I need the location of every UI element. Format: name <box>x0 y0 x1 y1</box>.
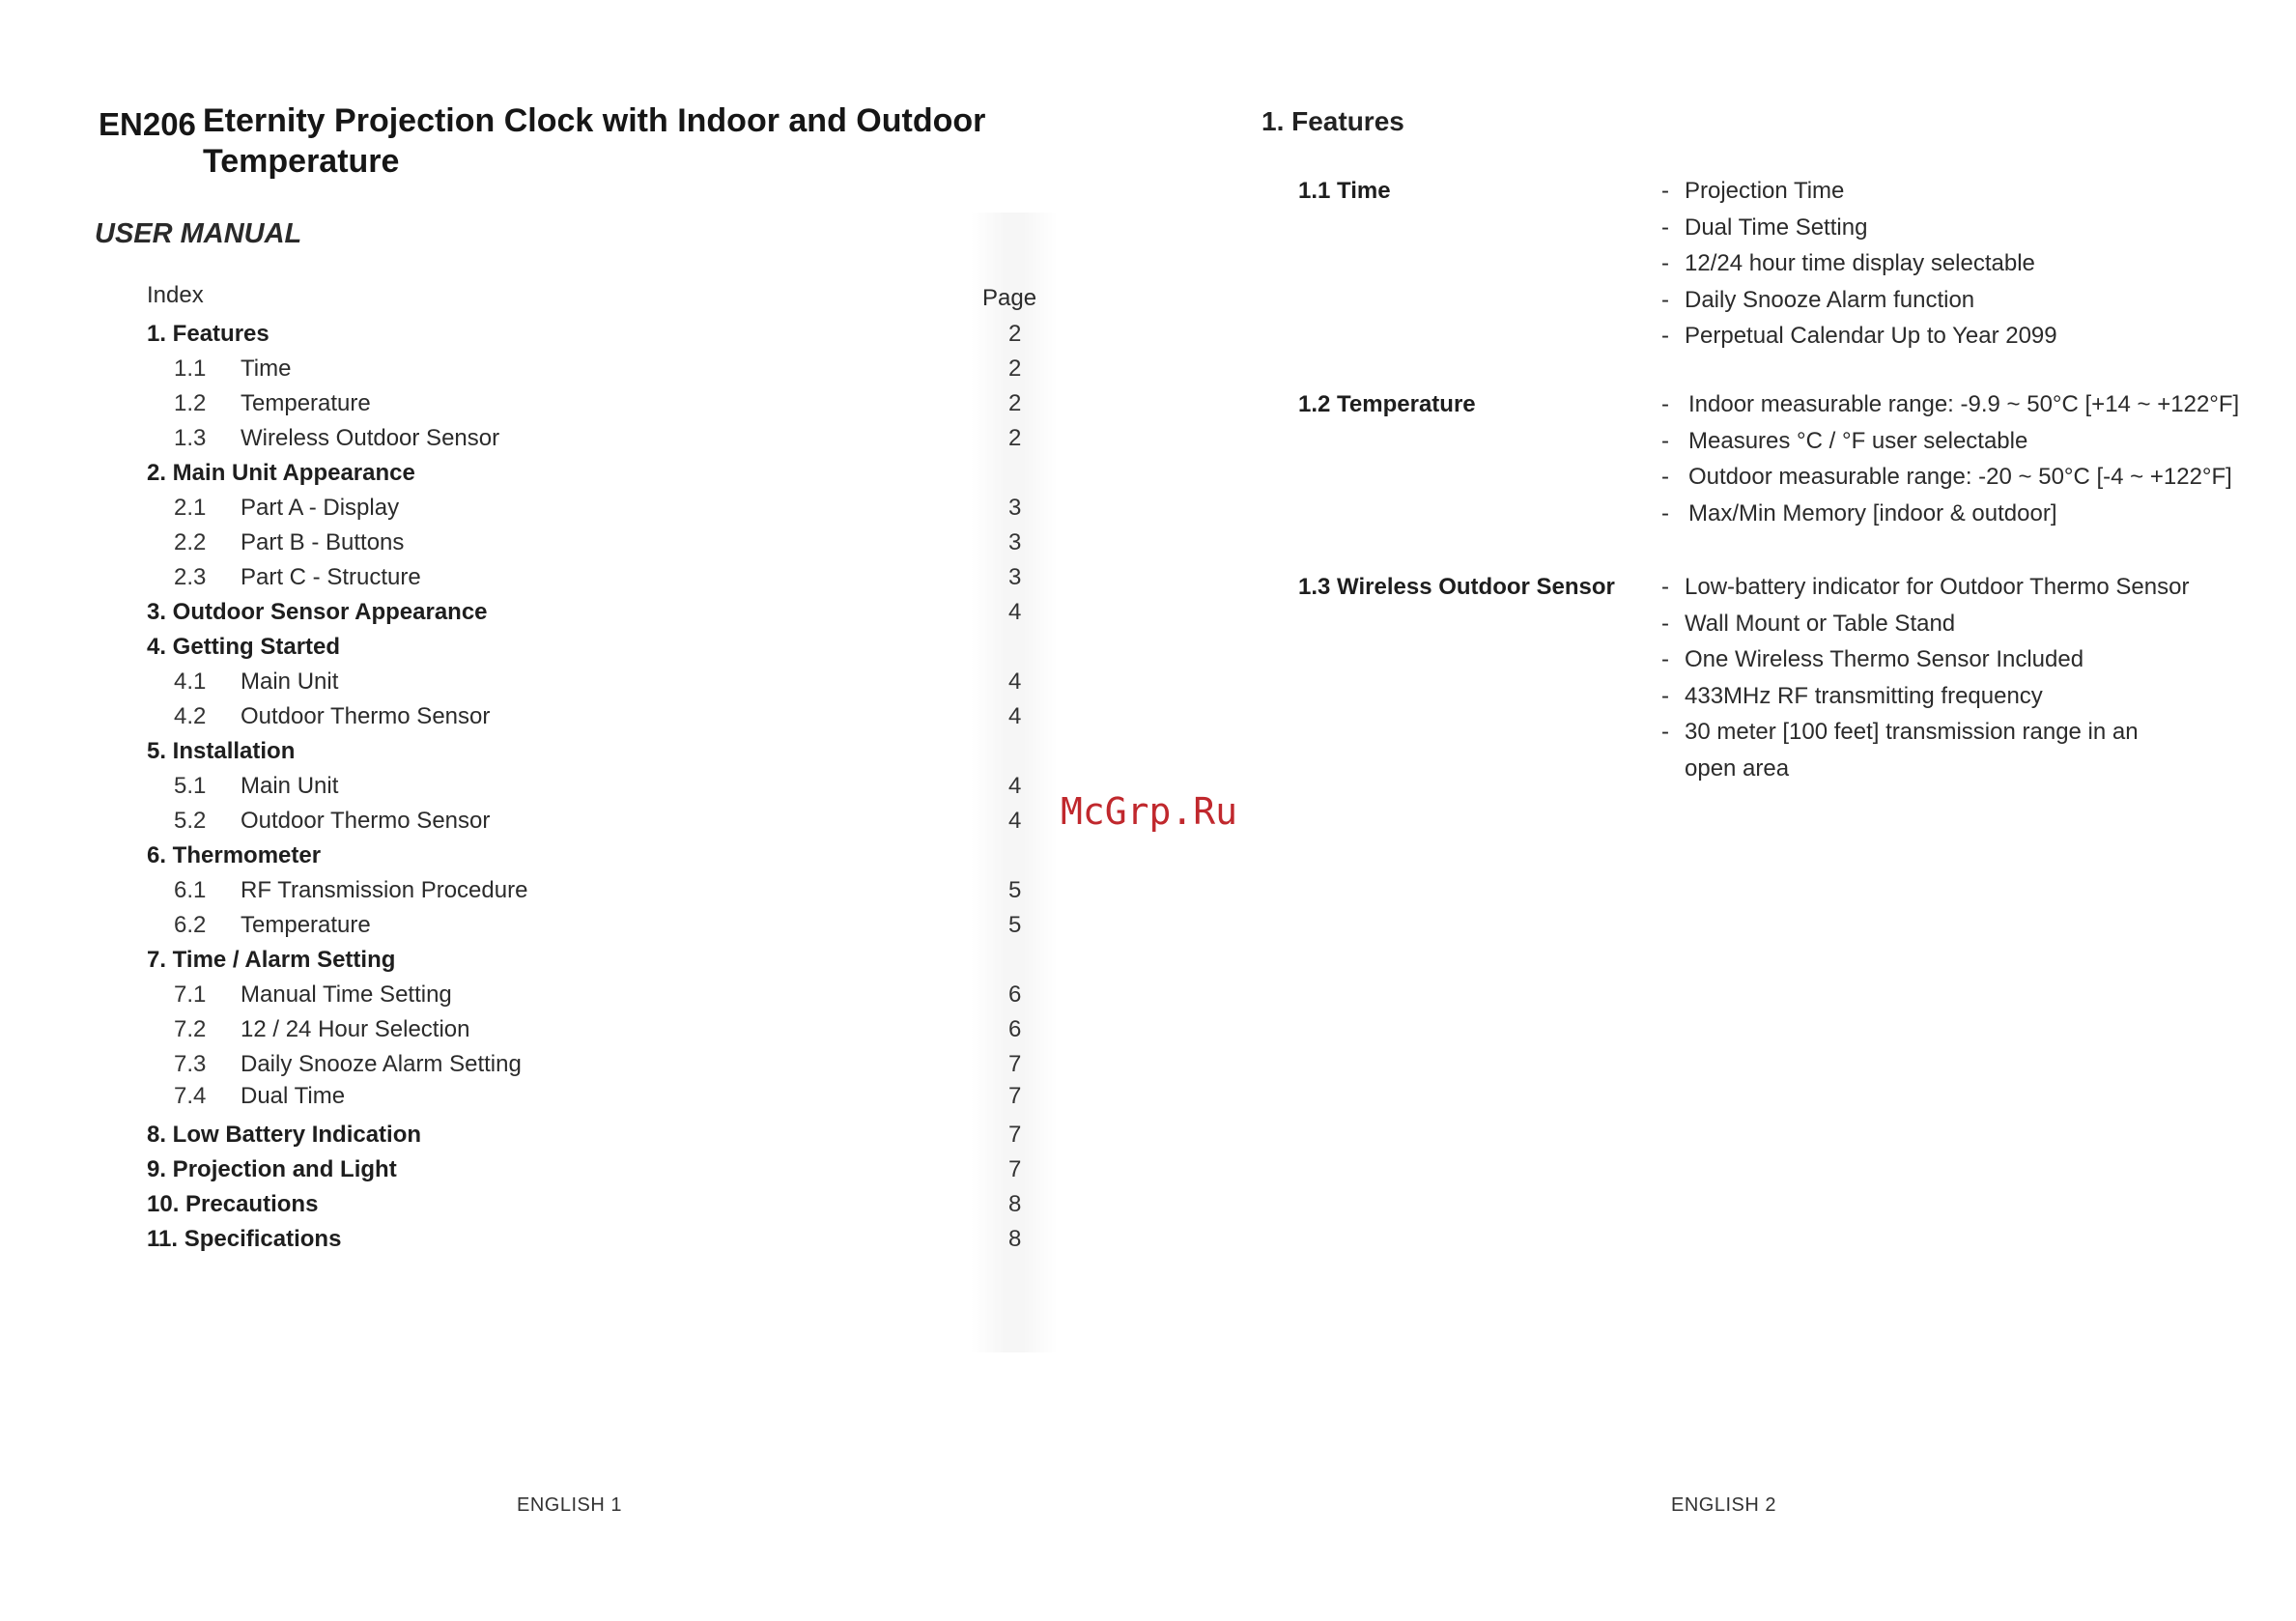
toc-label: RF Transmission Procedure <box>241 877 528 903</box>
toc-label: Outdoor Thermo Sensor <box>241 703 491 729</box>
toc-number: 5.2 <box>174 808 207 834</box>
bullet-dash: - <box>1661 286 1669 313</box>
toc-page-number: 6 <box>1008 981 1022 1008</box>
toc-number: 5.1 <box>174 773 207 799</box>
feature-text: Max/Min Memory [indoor & outdoor] <box>1688 499 2057 526</box>
toc-page-number: 7 <box>1008 1122 1022 1148</box>
feature-text: Measures °C / °F user selectable <box>1688 427 2028 454</box>
toc-label: Part A - Display <box>241 495 400 521</box>
feature-group-title: 1.2 Temperature <box>1298 391 1476 417</box>
feature-text: Low-battery indicator for Outdoor Thermo Sensor <box>1685 574 2190 600</box>
toc-number: 7.4 <box>174 1083 207 1109</box>
feature-group-title: 1.1 Time <box>1298 178 1391 204</box>
toc-number: 1.3 <box>174 425 207 451</box>
feature-text: Indoor measurable range: -9.9 ~ 50°C [+14 ~ +122°F] <box>1688 391 2240 417</box>
toc-label: Outdoor Thermo Sensor <box>241 808 491 834</box>
toc-label: 2. Main Unit Appearance <box>147 460 415 486</box>
watermark: McGrp.Ru <box>1061 790 1238 833</box>
left-page <box>0 0 1101 1621</box>
toc-page-header: Page <box>982 285 1037 311</box>
toc-page-number: 6 <box>1008 1016 1022 1042</box>
toc-page-number: 7 <box>1008 1083 1022 1109</box>
feature-text: One Wireless Thermo Sensor Included <box>1685 646 2084 672</box>
toc-page-number: 4 <box>1008 668 1022 695</box>
toc-number: 4.2 <box>174 703 207 729</box>
toc-page-number: 8 <box>1008 1191 1022 1217</box>
toc-label: Part C - Structure <box>241 564 421 590</box>
toc-number: 7.1 <box>174 981 207 1008</box>
toc-page-number: 5 <box>1008 877 1022 903</box>
toc-page-number: 2 <box>1008 355 1022 382</box>
toc-number: 6.1 <box>174 877 207 903</box>
toc-page-number: 2 <box>1008 425 1022 451</box>
toc-label: 1. Features <box>147 321 269 347</box>
page-footer-right: ENGLISH 2 <box>1671 1494 1776 1516</box>
right-page <box>1198 0 2296 1621</box>
toc-index-header: Index <box>147 282 204 308</box>
toc-number: 4.1 <box>174 668 207 695</box>
toc-number: 2.1 <box>174 495 207 521</box>
toc-page-number: 3 <box>1008 495 1022 521</box>
bullet-dash: - <box>1661 610 1669 637</box>
toc-page-number: 4 <box>1008 808 1022 834</box>
toc-label: 11. Specifications <box>147 1226 342 1252</box>
toc-label: 4. Getting Started <box>147 634 341 660</box>
bullet-dash: - <box>1661 499 1669 526</box>
bullet-dash: - <box>1661 646 1669 672</box>
bullet-dash: - <box>1661 250 1669 276</box>
bullet-dash: - <box>1661 391 1669 417</box>
feature-text: 30 meter [100 feet] transmission range in an <box>1685 719 2139 745</box>
toc-label: Manual Time Setting <box>241 981 452 1008</box>
model-code: EN206 <box>99 106 196 142</box>
user-manual-heading: USER MANUAL <box>95 218 302 249</box>
toc-page-number: 7 <box>1008 1156 1022 1182</box>
feature-group-title: 1.3 Wireless Outdoor Sensor <box>1298 574 1615 600</box>
toc-label: 7. Time / Alarm Setting <box>147 947 396 973</box>
toc-number: 7.3 <box>174 1051 207 1077</box>
toc-label: Temperature <box>241 390 371 416</box>
toc-label: 12 / 24 Hour Selection <box>241 1016 470 1042</box>
toc-page-number: 4 <box>1008 773 1022 799</box>
feature-text: Wall Mount or Table Stand <box>1685 610 1956 637</box>
toc-label: 6. Thermometer <box>147 842 322 868</box>
feature-text: Projection Time <box>1685 178 1845 204</box>
feature-text: Dual Time Setting <box>1685 213 1868 241</box>
title-line-1: Eternity Projection Clock with Indoor and Outdoor <box>203 102 986 139</box>
toc-label: Main Unit <box>241 773 339 799</box>
bullet-dash: - <box>1661 427 1669 454</box>
toc-number: 6.2 <box>174 912 207 938</box>
toc-page-number: 3 <box>1008 529 1022 555</box>
toc-label: Time <box>241 355 292 382</box>
toc-label: 9. Projection and Light <box>147 1156 397 1182</box>
features-heading: 1. Features <box>1261 106 1404 136</box>
feature-text: Daily Snooze Alarm function <box>1685 286 1975 313</box>
toc-label: Dual Time <box>241 1083 346 1109</box>
toc-label: 10. Precautions <box>147 1191 319 1217</box>
bullet-dash: - <box>1661 574 1669 600</box>
toc-label: Temperature <box>241 912 371 938</box>
bullet-dash: - <box>1661 719 1669 745</box>
toc-page-number: 7 <box>1008 1051 1022 1077</box>
toc-label: Part B - Buttons <box>241 529 405 555</box>
toc-label: 3. Outdoor Sensor Appearance <box>147 599 488 625</box>
toc-number: 2.3 <box>174 564 207 590</box>
feature-text: 433MHz RF transmitting frequency <box>1685 682 2043 709</box>
page-footer-left: ENGLISH 1 <box>517 1494 622 1516</box>
title-line-2: Temperature <box>203 143 400 180</box>
toc-label: 5. Installation <box>147 738 296 764</box>
bullet-dash: - <box>1661 464 1669 490</box>
toc-label: Wireless Outdoor Sensor <box>241 425 500 451</box>
feature-text: Perpetual Calendar Up to Year 2099 <box>1685 323 2057 349</box>
toc-label: Main Unit <box>241 668 339 695</box>
toc-page-number: 2 <box>1008 390 1022 416</box>
toc-label: Daily Snooze Alarm Setting <box>241 1051 522 1077</box>
feature-text: 12/24 hour time display selectable <box>1685 250 2035 276</box>
feature-text: Outdoor measurable range: -20 ~ 50°C [-4 ~ +122°F] <box>1688 464 2232 490</box>
bullet-dash: - <box>1661 178 1669 204</box>
toc-number: 1.1 <box>174 355 207 382</box>
toc-number: 7.2 <box>174 1016 207 1042</box>
toc-page-number: 5 <box>1008 912 1022 938</box>
feature-text: open area <box>1685 754 1790 782</box>
bullet-dash: - <box>1661 323 1669 349</box>
toc-label: 8. Low Battery Indication <box>147 1122 422 1148</box>
toc-number: 2.2 <box>174 529 207 555</box>
bullet-dash: - <box>1661 213 1669 241</box>
toc-page-number: 8 <box>1008 1226 1022 1252</box>
bullet-dash: - <box>1661 682 1669 709</box>
toc-page-number: 4 <box>1008 599 1022 625</box>
toc-page-number: 2 <box>1008 321 1022 347</box>
toc-number: 1.2 <box>174 390 207 416</box>
toc-page-number: 3 <box>1008 564 1022 590</box>
toc-page-number: 4 <box>1008 703 1022 729</box>
